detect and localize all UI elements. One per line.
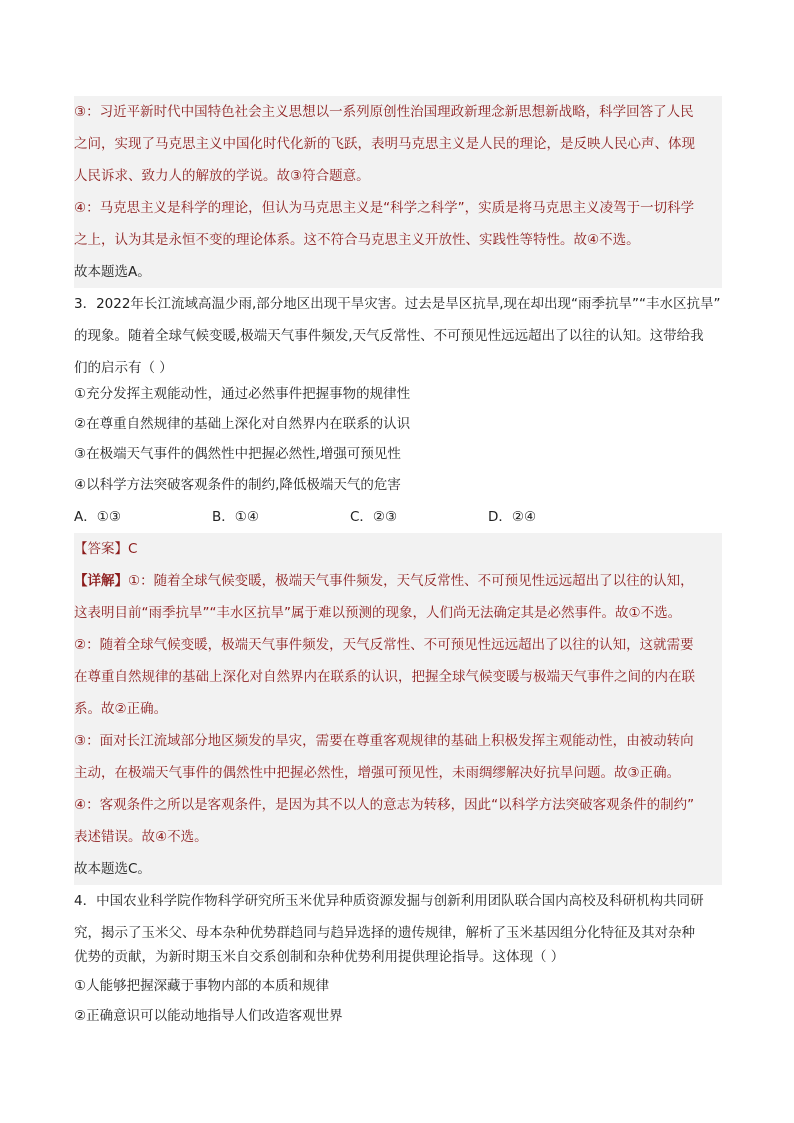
q3-stem-line3: 们的启示有（ ） [74,360,173,376]
q3-analysis-line3: ②：随着全球气候变暖，极端天气事件频发，天气反常性、不可预见性远远超出了以往的认知，这就需要 [74,629,722,661]
prev-conclusion: 故本题选A。 [74,256,722,288]
q3-analysis-line8: ④：客观条件之所以是客观条件，是因为其不以人的意志为转移，因此“以科学方法突破客观条件的制约” [74,789,722,821]
q3-analysis-line5: 系。故②正确。 [74,693,722,725]
prev-analysis-item3-line3: 人民诉求、致力人的解放的学说。故③符合题意。 [74,160,722,192]
q3-options [74,501,722,533]
q3-stem-line2: 的现象。随着全球气候变暖,极端天气事件频发,天气反常性、不可预见性远远超出了以往的认知。这带给我 [74,328,704,344]
q3-answer-text: 【答案】C [74,541,138,557]
q4-stem-line1: 4．中国农业科学院作物科学研究所玉米优异种质资源发掘与创新利用团队联合国内高校及科研机构共同研 [74,893,704,909]
prev-analysis-item3-line2: 之问，实现了马克思主义中国化时代化新的飞跃，表明马克思主义是人民的理论，是反映人民心声、体现 [74,128,722,160]
q4-statement-1: ①人能够把握深藏于事物内部的本质和规律 [74,978,330,994]
q4-stem-line2: 究，揭示了玉米父、母本杂种优势群趋同与趋异选择的遗传规律，解析了玉米基因组分化特征及其对杂种 [74,925,695,941]
prev-analysis-item4-line2: 之上，认为其是永恒不变的理论体系。这不符合马克思主义开放性、实践性等特性。故④不选。 [74,224,722,256]
q3-analysis-line2: 这表明目前“雨季抗旱”“丰水区抗旱”属于难以预测的现象，人们尚无法确定其是必然事件。故①不选。 [74,597,722,629]
q3-option-b: B．①④ [212,509,259,525]
prev-analysis-item4-line1: ④：马克思主义是科学的理论，但认为马克思主义是“科学之科学”，实质是将马克思主义凌驾于一切科学 [74,192,722,224]
prev-analysis-item3-line1: ③：习近平新时代中国特色社会主义思想以一系列原创性治国理政新理念新思想新战略，科学回答了人民 [74,96,722,128]
q3-analysis-label: 【详解】 [74,573,128,589]
q3-statement-2: ②在尊重自然规律的基础上深化对自然界内在联系的认识 [74,416,411,432]
q3-option-c: C．②③ [350,509,398,525]
q4-stem-line3: 优势的贡献，为新时期玉米自交系创制和杂种优势利用提供理论指导。这体现（ ） [74,949,565,965]
q3-conclusion: 故本题选C。 [74,853,722,885]
q4-statement-2: ②正确意识可以能动地指导人们改造客观世界 [74,1008,343,1024]
q3-statement-4: ④以科学方法突破客观条件的制约,降低极端天气的危害 [74,477,401,493]
q3-option-d: D．②④ [488,509,537,525]
q3-analysis-line1 [74,565,722,597]
q3-analysis-line4: 在尊重自然规律的基础上深化对自然界内在联系的认识，把握全球气候变暖与极端天气事件之间的内在联 [74,661,722,693]
q3-answer [74,533,722,565]
q3-statement-1: ①充分发挥主观能动性，通过必然事件把握事物的规律性 [74,386,411,402]
q3-option-a: A．①③ [74,509,121,525]
q3-stem-line1: 3．2022年长江流域高温少雨,部分地区出现干旱灾害。过去是旱区抗旱,现在却出现“雨季抗旱”“丰水区抗旱” [74,296,721,312]
q3-analysis-line7: 主动，在极端天气事件的偶然性中把握必然性，增强可预见性，未雨绸缪解决好抗旱问题。故③正确。 [74,757,722,789]
q3-analysis-line6: ③：面对长江流域部分地区频发的旱灾，需要在尊重客观规律的基础上积极发挥主观能动性，由被动转向 [74,725,722,757]
q3-statement-3: ③在极端天气事件的偶然性中把握必然性,增强可预见性 [74,446,401,462]
q3-analysis-line9: 表述错误。故④不选。 [74,821,722,853]
q3-analysis-line1-text: ①：随着全球气候变暖，极端天气事件频发，天气反常性、不可预见性远远超出了以往的认知， [128,573,694,589]
